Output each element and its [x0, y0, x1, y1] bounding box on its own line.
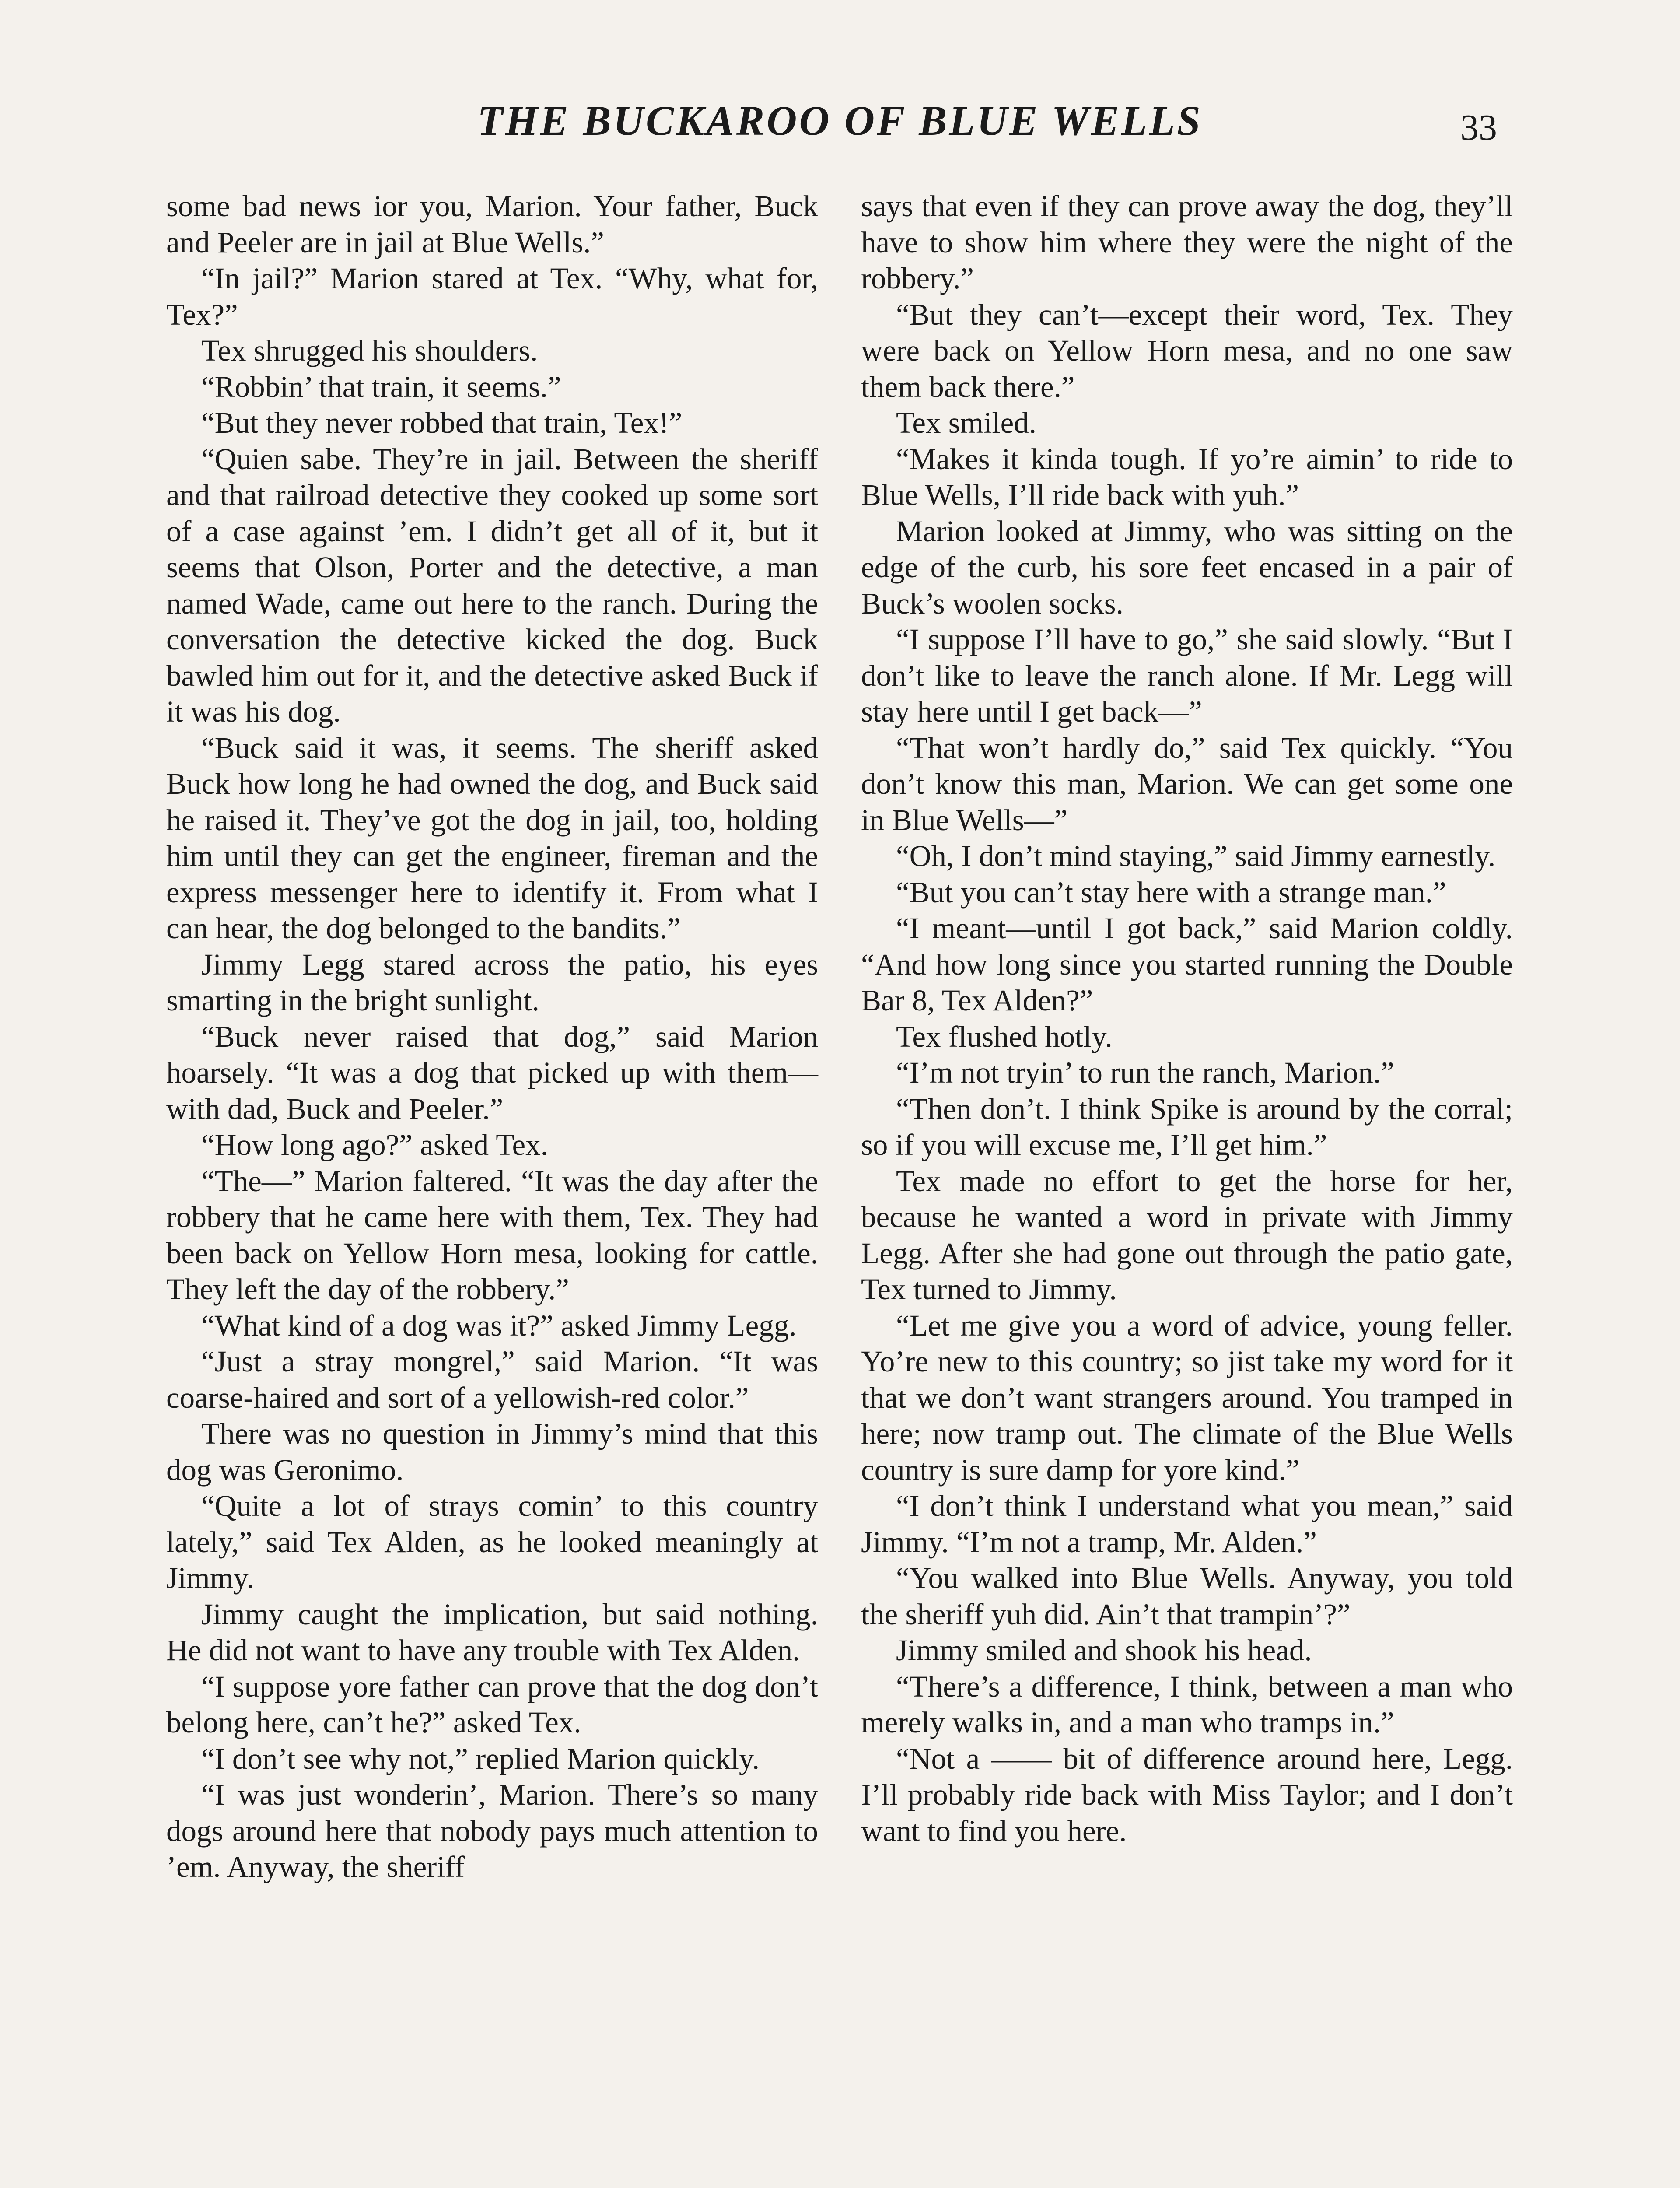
paragraph: There was no question in Jimmy’s mind that this dog was Geronimo.: [166, 1417, 818, 1487]
paragraph: some bad news ior you, Marion. Your father, Buck and Peeler are in jail at Blue Wells.”: [166, 189, 818, 259]
paragraph: “Quien sabe. They’re in jail. Between the sheriff and that railroad detective they cooked up some sort of a case against ’em. I didn’t get all of it, but it seems that Olson, Porter and the detective, a man named Wade, came out here to the ranch. During the conversation the detective kicked the dog. Buck bawled him out for it, and the detective asked Buck if it was his dog.: [166, 442, 818, 728]
paragraph: Jimmy Legg stared across the patio, his eyes smarting in the bright sunlight.: [166, 947, 818, 1017]
paragraph: “Makes it kinda tough. If yo’re aimin’ to ride to Blue Wells, I’ll ride back with yuh.”: [861, 442, 1513, 512]
left-text-column: [166, 188, 818, 1885]
paragraph: “But they can’t—except their word, Tex. They were back on Yellow Horn mesa, and no one saw them back there.”: [861, 298, 1513, 403]
paragraph: “There’s a difference, I think, between a man who merely walks in, and a man who tramps in.”: [861, 1669, 1513, 1739]
paragraph: “That won’t hardly do,” said Tex quickly. “You don’t know this man, Marion. We can get some one in Blue Wells—”: [861, 731, 1513, 837]
paragraph: “In jail?” Marion stared at Tex. “Why, what for, Tex?”: [166, 262, 818, 331]
paragraph: “I meant—until I got back,” said Marion coldly. “And how long since you started running the Double Bar 8, Tex Alden?”: [861, 912, 1513, 1017]
paragraph: “Quite a lot of strays comin’ to this country lately,” said Tex Alden, as he looked meaningly at Jimmy.: [166, 1489, 818, 1595]
paragraph: “Not a —— bit of difference around here, Legg. I’ll probably ride back with Miss Taylor; and I don’t want to find you here.: [861, 1742, 1513, 1848]
paragraph: says that even if they can prove away the dog, they’ll have to show him where they were the night of the robbery.”: [861, 189, 1513, 295]
paragraph: Tex smiled.: [896, 406, 1036, 439]
paragraph: “You walked into Blue Wells. Anyway, you told the sheriff yuh did. Ain’t that trampin’?”: [861, 1561, 1513, 1631]
paragraph: Marion looked at Jimmy, who was sitting on the edge of the curb, his sore feet encased in a pair of Buck’s woolen socks.: [861, 514, 1513, 620]
paragraph: “I was just wonderin’, Marion. There’s so many dogs around here that nobody pays much attention to ’em. Anyway, the sheriff: [166, 1778, 818, 1883]
paragraph: Jimmy caught the implication, but said nothing. He did not want to have any trouble with Tex Alden.: [166, 1597, 818, 1667]
paragraph: Tex made no effort to get the horse for her, because he wanted a word in private with Jimmy Legg. After she had gone out through the patio gate, Tex turned to Jimmy.: [861, 1164, 1513, 1306]
page-number: 33: [1460, 107, 1497, 148]
paragraph: “But you can’t stay here with a strange man.”: [896, 875, 1446, 909]
paragraph: “Buck never raised that dog,” said Marion hoarsely. “It was a dog that picked up with them—with dad, Buck and Peeler.”: [166, 1020, 818, 1126]
right-text-column: [861, 188, 1513, 1849]
paragraph: Tex shrugged his shoulders.: [201, 334, 538, 367]
paragraph: “How long ago?” asked Tex.: [201, 1128, 548, 1161]
paragraph: “But they never robbed that train, Tex!”: [201, 406, 682, 439]
paragraph: Tex flushed hotly.: [896, 1020, 1113, 1053]
paragraph: “Buck said it was, it seems. The sheriff asked Buck how long he had owned the dog, and Buck said he raised it. They’ve got the dog in jail, too, holding him until they can get the engineer, fireman and the express messenger here to identify it. From what I can hear, the dog belonged to the bandits.”: [166, 731, 818, 945]
paragraph: “Let me give you a word of advice, young feller. Yo’re new to this country; so jist take my word for it that we don’t want strangers around. You tramped in here; now tramp out. The climate of the Blue Wells country is sure damp for yore kind.”: [861, 1308, 1513, 1487]
paragraph: “Just a stray mongrel,” said Marion. “It was coarse-haired and sort of a yellowish-red color.”: [166, 1345, 818, 1414]
paragraph: “I don’t think I understand what you mean,” said Jimmy. “I’m not a tramp, Mr. Alden.”: [861, 1489, 1513, 1559]
paragraph: “Robbin’ that train, it seems.”: [201, 370, 561, 403]
paragraph: Jimmy smiled and shook his head.: [896, 1634, 1312, 1667]
paragraph: “Then don’t. I think Spike is around by the corral; so if you will excuse me, I’ll get him.”: [861, 1092, 1513, 1161]
paragraph: “I suppose yore father can prove that the dog don’t belong here, can’t he?” asked Tex.: [166, 1669, 818, 1739]
paragraph: “The—” Marion faltered. “It was the day after the robbery that he came here with them, Tex. They had been back on Yellow Horn mesa, looking for cattle. They left the day of the robbery.”: [166, 1164, 818, 1306]
paragraph: “Oh, I don’t mind staying,” said Jimmy earnestly.: [896, 839, 1496, 873]
running-head-title: THE BUCKAROO OF BLUE WELLS: [477, 97, 1203, 144]
paragraph: “I suppose I’ll have to go,” she said slowly. “But I don’t like to leave the ranch alone. If Mr. Legg will stay here until I get back—”: [861, 623, 1513, 728]
paragraph: “What kind of a dog was it?” asked Jimmy Legg.: [201, 1308, 797, 1342]
paragraph: “I don’t see why not,” replied Marion quickly.: [201, 1742, 760, 1775]
paragraph: “I’m not tryin’ to run the ranch, Marion.”: [896, 1056, 1394, 1089]
